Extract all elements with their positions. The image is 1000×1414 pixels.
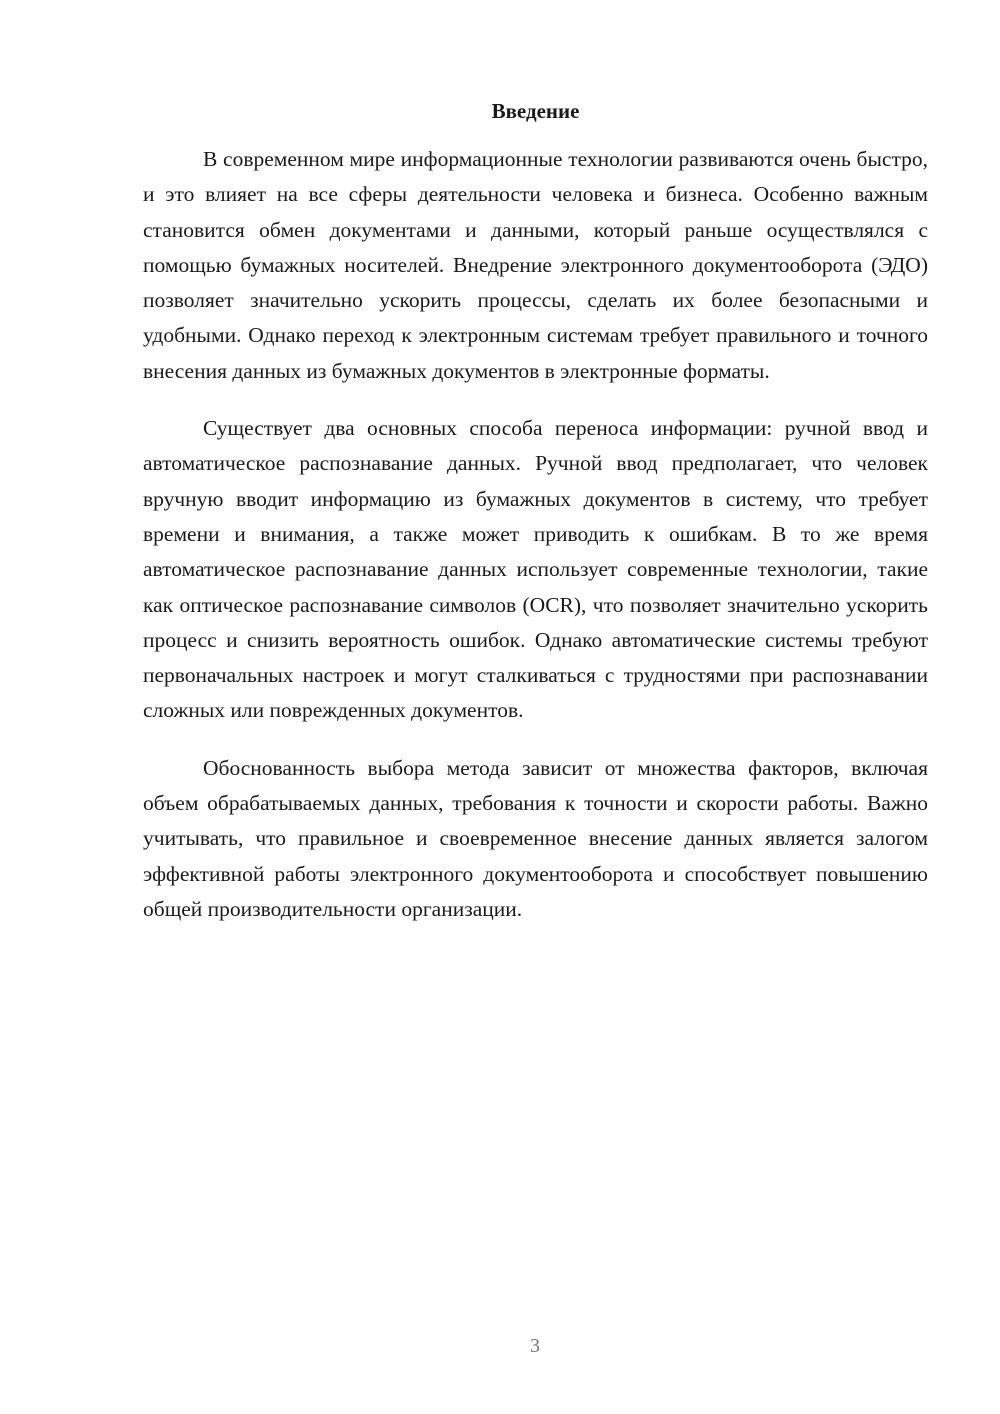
paragraph-methods: Существует два основных способа переноса информации: ручной ввод и автоматическое распознавание данных. Ручной ввод предполагает, что человек вручную вводит информацию из бумажных документов в систему, что требует времени и внимания, а также может приводить к ошибкам. В то же время автоматическое распознавание данных использует современные технологии, такие как оптическое распознавание символов (OCR), что позволяет значительно ускорить процесс и снизить вероятность ошибок. Однако автоматические системы требуют первоначальных настроек и могут сталкиваться с трудностями при распознавании сложных или поврежденных документов. [143,416,928,723]
paragraph-rationale: Обоснованность выбора метода зависит от множества факторов, включая объем обрабатываемых данных, требования к точности и скорости работы. Важно учитывать, что правильное и своевременное внесение данных является залогом эффективной работы электронного документооборота и способствует повышению общей производительности организации. [143,755,928,921]
paragraph-intro: В современном мире информационные технологии развиваются очень быстро, и это влияет на все сферы деятельности человека и бизнеса. Особенно важным становится обмен документами и данными, который раньше осуществлялся с помощью бумажных носителей. Внедрение электронного документооборота (ЭДО) позволяет значительно ускорить процессы, сделать их более безопасными и удобными. Однако переход к электронным системам требует правильного и точного внесения данных из бумажных документов в электронные форматы. [143,147,928,383]
body-text [143,142,928,949]
page-title: Введение [491,99,580,123]
page-number: 3 [530,1335,540,1357]
